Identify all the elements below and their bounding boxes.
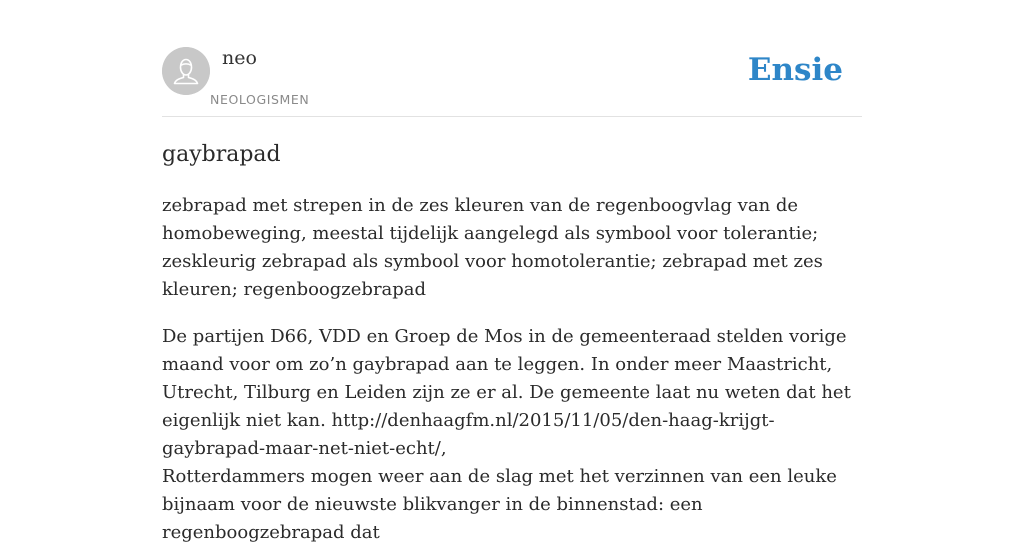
user-silhouette-icon[interactable] — [162, 47, 210, 95]
category-label[interactable]: NEOLOGISMEN — [210, 92, 310, 107]
entry-example: Rotterdammers mogen weer aan de slag met het verzinnen van een leuke bijnaam voor de nieuwste blikvanger in de binnenstad: een regenboogzebrapad dat — [162, 466, 837, 543]
avatar-graphic — [162, 47, 210, 95]
entry-term: gaybrapad — [162, 142, 281, 167]
brand-logo[interactable]: Ensie — [747, 52, 843, 88]
entry-page — [162, 0, 862, 543]
entry-header — [162, 0, 862, 117]
author-name[interactable]: neo — [222, 47, 257, 69]
entry-definition: zebrapad met strepen in de zes kleuren van de regenboogvlag van de homobeweging, meestal tijdelijk aangelegd als symbool voor tolerantie; zeskleurig zebrapad als symbool voor homotolerantie; zebrapad met zes kleuren; regenboogzebrapad — [162, 195, 823, 300]
entry-example: De partijen D66, VDD en Groep de Mos in de gemeenteraad stelden vorige maand voor om zo’n gaybrapad aan te leggen. In onder meer Maastricht, Utrecht, Tilburg en Leiden zijn ze er al. De gemeente laat nu weten dat het eigenlijk niet kan. http://denhaagfm.nl/2015/11/05/den-haag-krijgt-gaybrapad-maar-net-niet-echt/, — [162, 326, 851, 459]
